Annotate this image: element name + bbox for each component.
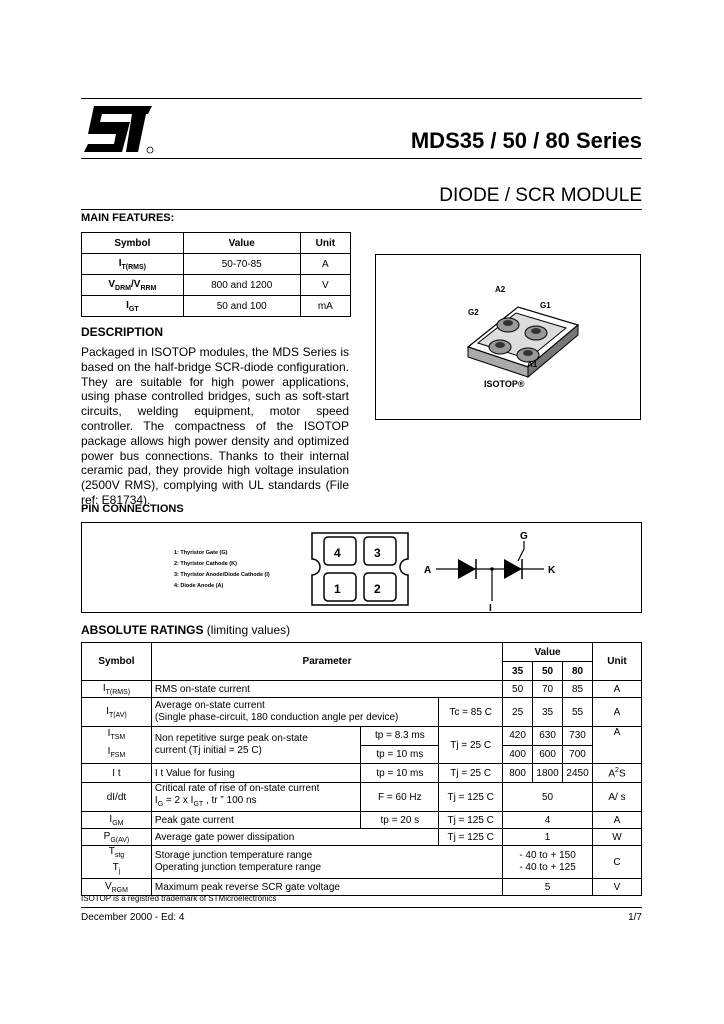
pin-label-a1: A1 [527,360,538,369]
footer-date: December 2000 - Ed: 4 [81,912,185,923]
table-row: $V_{DRM}/V_{RRM}$ 800 and 1200 V [82,275,351,296]
description-heading: DESCRIPTION [81,325,164,339]
table-row: $I_{T(RMS)}$ 50-70-85 A [82,254,351,275]
document-title: MDS35 / 50 / 80 Series [410,128,642,153]
page-number: 1/7 [628,912,642,923]
absolute-ratings-table: Symbol Parameter Value Unit 35 50 80 $I_{T(RMS)}$ RMS on-state current 50 70 85 A $I_{T(AV)}$ Average on-state current (Single phase-circuit, 180 conduction angle per device) Tc = 85 C 25 35 55 A $I_{TSM}$ $I_{FSM}$ Non repetitive surge peak on-state current (Tj initial = 25 C) tp = 8.3 ms Tj = 25 C 420 630 730 A tp = 10 ms 400 600 700 I t I t Value for fusing tp = 10 ms Tj = 25 C 800 1800 2450 $A^2S$ dI/dt Critical rate of rise of on-state current $I_G = 2$ x $I_{GT}$ , tr ” 100 ns F = 60 Hz Tj = 125 C 50 A/ s $I_{GM}$ Peak gate current tp = 20 s Tj = 125 C 4 A $P_{G(AV)}$ Average gate power dissipation Tj = 125 C 1 W $T_{stg}$ $T_j$ Storage junction temperature range Operating junction temperature range - 40 to + 150 - 40 to + 125 C $V_{RGM}$ Maximum peak reverse SCR gate voltage 5 V [81,642,642,896]
isotop-package-drawing [376,255,640,419]
col-unit: Unit [300,233,350,254]
main-features-heading: MAIN FEATURES: [81,212,175,224]
schematic-label-g: G [520,531,528,542]
pad-4: 4 [334,546,341,560]
pin-connections-heading: PIN CONNECTIONS [81,503,184,515]
col-symbol: Symbol [82,233,184,254]
pad-1: 1 [334,582,341,596]
pin-label-g2: G2 [468,308,479,317]
table-row: $I_{GM}$ Peak gate current tp = 20 s Tj = 125 C 4 A [82,812,642,829]
header-value: Value [503,643,593,662]
pin-connections-box [81,522,642,613]
top-rule [81,98,642,99]
pin-layout-drawing [308,529,412,609]
package-label: ISOTOP® [484,379,525,389]
trademark-note: ISOTOP is a registred trademark of STMicroelectronics [81,894,277,903]
package-image-box [375,254,641,420]
col-value: Value [183,233,300,254]
table-row: I t I t Value for fusing tp = 10 ms Tj = 25 C 800 1800 2450 $A^2S$ [82,764,642,783]
schematic-label-k: K [548,565,556,576]
table-row: $I_{TSM}$ $I_{FSM}$ Non repetitive surge peak on-state current (Tj initial = 25 C) tp = 8.3 ms Tj = 25 C 420 630 730 A [82,727,642,746]
table-row: $I_{T(RMS)}$ RMS on-state current 50 70 85 A [82,681,642,698]
table-row: $V_{RGM}$ Maximum peak reverse SCR gate voltage 5 V [82,879,642,896]
subtitle-rule [81,209,642,210]
schematic-diagram [420,527,560,611]
description-text: Packaged in ISOTOP modules, the MDS Series is based on the half-bridge SCR-diode configuration. They are suitable for high power applications, using phase controlled bridges, such as soft-start circuits, welding equipment, motor speed controller. The compactness of the ISOTOP package allows high power density and optimized power bus connections. Thanks to their internal ceramic pad, they provide high voltage insulation (2500V RMS), complying with UL standards (File ref: E81734). [81,345,349,507]
table-row: $P_{G(AV)}$ Average gate power dissipation Tj = 125 C 1 W [82,829,642,846]
pad-2: 2 [374,582,381,596]
pin-label-a2: A2 [495,285,506,294]
table-row: $I_{T(AV)}$ Average on-state current (Single phase-circuit, 180 conduction angle per device) Tc = 85 C 25 35 55 A [82,698,642,727]
schematic-label-a: A [424,565,432,576]
st-logo [80,102,156,154]
ratings-heading: ABSOLUTE RATINGS (limiting values) [81,623,291,637]
schematic-label-i: I [489,603,492,611]
pin-legend: 1: Thyristor Gate (G) 2: Thyristor Cathode (K) 3: Thyristor Anode/Diode Cathode (I) 4: Diode Anode (A) [174,550,270,589]
header-symbol: Symbol [82,643,152,681]
footer-rule [81,907,642,908]
table-row: $T_{stg}$ $T_j$ Storage junction temperature range Operating junction temperature range - 40 to + 150 - 40 to + 125 C [82,846,642,879]
table-row: tp = 10 ms 400 600 700 [82,745,642,764]
header-unit: Unit [593,643,642,681]
title-rule [81,158,642,159]
pin-label-g1: G1 [540,301,551,310]
table-row: dI/dt Critical rate of rise of on-state current $I_G = 2$ x $I_{GT}$ , tr ” 100 ns F = 60 Hz Tj = 125 C 50 A/ s [82,783,642,812]
main-features-table [81,232,351,317]
header-parameter: Parameter [151,643,502,681]
document-subtitle: DIODE / SCR MODULE [439,185,642,206]
pad-3: 3 [374,546,381,560]
table-row: $I_{GT}$ 50 and 100 mA [82,296,351,317]
